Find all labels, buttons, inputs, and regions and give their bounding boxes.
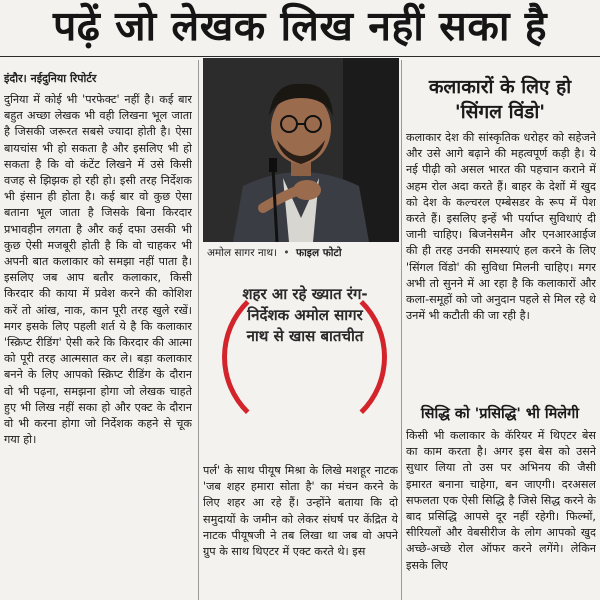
pull-quote: शहर आ रहे ख्यात रंग-निर्देशक अमोल सागर नाथ से खास बातचीत <box>242 285 368 345</box>
author-photo <box>203 58 399 242</box>
sidebar-body <box>406 130 596 400</box>
sidebar-subtext: किसी भी कलाकार के कॅरियर में थिएटर बेस का काम करता है। अगर इस बेस को उसने सुधार लिया तो उस पर अभिनय की जैसी इमारत बनाना चाहेगा, बन जाएगी। दरअसल सफलता एक ऐसी सिद्धि है जिसे सिद्ध करने के बाद प्रसिद्धि आपसे दूर नहीं रहेगी। फिल्मों, सीरियलों और वेबसीरीज के लोग आपको खुद अच्छे-अच्छे रोल ऑफर करने लगेंगे। लेकिन इसके लिए <box>406 429 596 572</box>
byline: इंदौर। नईदुनिया रिपोर्टर <box>4 72 97 85</box>
sidebar-sub-body <box>406 428 596 600</box>
sidebar-heading: कलाकारों के लिए हो 'सिंगल विंडो' <box>428 76 572 123</box>
caption-credit: फाइल फोटो <box>295 247 342 259</box>
column-middle-text: पर्ल' के साथ पीयूष मिश्रा के लिखे मशहूर नाटक 'जब शहर हमारा सोता है' का मंचन करने के लिए शहर आ रहे हैं। उन्होंने बताया कि दो समुदायों के जमीन को लेकर संघर्ष पर केंद्रित ये नाटक पीयूषजी ने तब लिखा था जब वो अपने ग्रुप के साथ थिएटर में एक्ट करते थे। इस <box>203 464 398 559</box>
caption-separator: • <box>283 247 290 259</box>
person-photo-icon <box>203 58 399 242</box>
caption-name: अमोल सागर नाथ। <box>207 247 278 259</box>
headline: पढ़ें जो लेखक लिख नहीं सका है <box>52 2 548 50</box>
column-divider-left <box>198 60 199 600</box>
headline-rule <box>0 56 600 57</box>
column-divider-right <box>401 60 402 600</box>
sidebar-subheading: सिद्धि को 'प्रसिद्धि' भी मिलेगी <box>420 406 580 422</box>
column-left <box>4 92 192 600</box>
column-left-text: दुनिया में कोई भी 'परफेक्ट' नहीं है। कई बार बहुत अच्छा लेखक भी वही लिखना भूल जाता है जिसकी जरूरत सबसे ज्यादा होती है। ऐसा बायचांस भी हो सकता है और इसलिए भी हो सकता है कि वो कंटेंट लिखने में उसे किसी वजह से झिझक हो रही हो। इसी तरह निर्देशक भी इंसान ही होता है। कई बार वो कुछ ऐसा बताना भूल जाता है जिसके बिना किरदार प्रभावहीन लगता है और कई दफा उसकी भी कुछ ऐसी मजबूरी होती है कि वो चाहकर भी अपनी बात कलाकार को समझा नहीं पाता है। इसलिए जब आप बतौर कलाकार, किसी किरदार की काया में प्रवेश करने की कोशिश करें तो आंख, नाक, कान पूरी तरह खुले रखें। मगर इसके लिए पहली शर्त ये है कि कलाकार 'स्क्रिप्ट रीडिंग' ऐसी करे कि किरदार की आत्मा को पूरी तरह आत्मसात कर ले। बड़ा कलाकार बनने के लिए आपको स्क्रिप्ट रीडिंग के दौरान वो भी पढ़ना, समझना होगा जो लेखक चाहते हुए भी लिख नहीं सका हो और एक्ट के दौरान वो भी करना होगा जो निर्देशक कहने से चूक गया हो। <box>4 93 192 447</box>
column-middle-bottom <box>203 463 398 600</box>
photo-caption <box>207 246 399 260</box>
sidebar-text: कलाकार देश की सांस्कृतिक धरोहर को सहेजने और उसे आगे बढ़ाने की महत्वपूर्ण कड़ी है। ये नई पीढ़ी को असल भारत की पहचान कराने में अहम रोल अदा करते हैं। बाहर के देशों में खुद को देश के कल्चरल एम्बेसडर के रूप में पेश करते हैं। इसलिए इन्हें भी पर्याप्त सुविधाएं दी जानी चाहिए। बिजनेसमैन और एनआरआईज की ही तरह उनकी समस्याएं हल करने के लिए 'सिंगल विंडो' की सुविधा मिलनी चाहिए। मगर अभी तो सुनने में आ रहा है कि कलाकारों और कला-समूहों को जो अनुदान पहले से मिल रहे थे उनमें भी कटौती की जा रही है। <box>406 131 596 323</box>
